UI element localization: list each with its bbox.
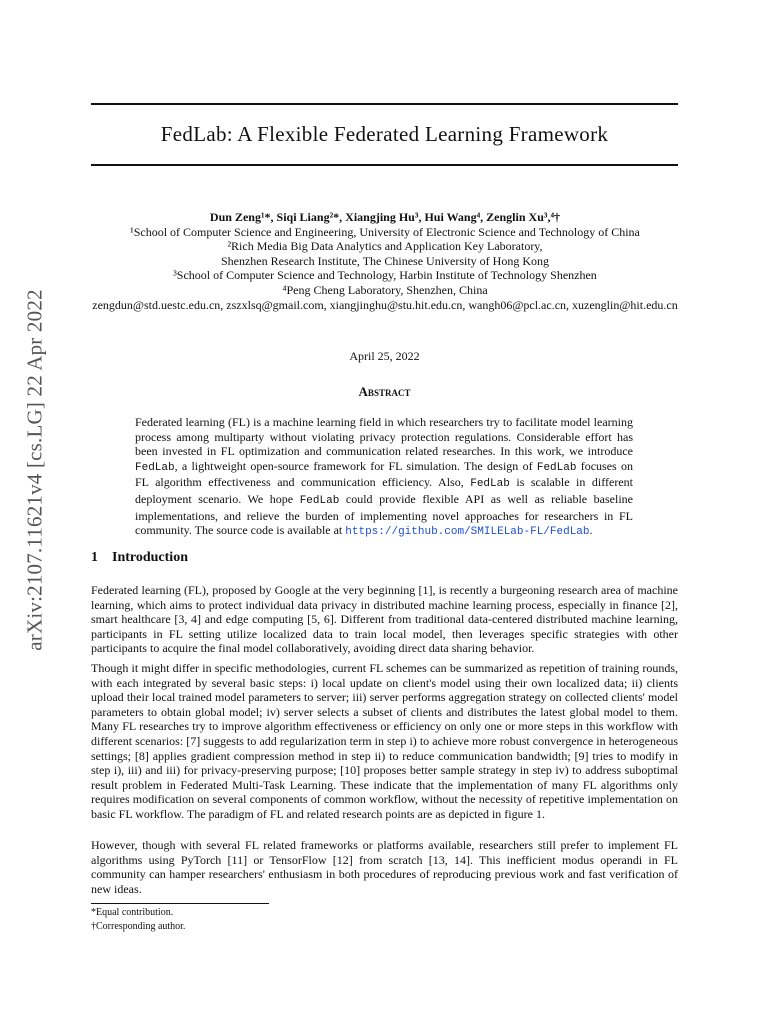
affiliation-4: ⁴Peng Cheng Laboratory, Shenzhen, China bbox=[282, 282, 488, 297]
author-emails: zengdun@std.uestc.edu.cn, zszxlsq@gmail.com, xiangjinghu@stu.hit.edu.cn, wangh06@pcl.ac.cn, xuzenglin@hit.edu.cn bbox=[92, 297, 678, 312]
affiliation-2a: ²Rich Media Big Data Analytics and Application Key Laboratory, bbox=[227, 239, 543, 254]
affiliation-1: ¹School of Computer Science and Engineering, University of Electronic Science and Technology of China bbox=[130, 224, 640, 239]
code-fedlab: FedLab bbox=[536, 461, 577, 474]
code-fedlab: FedLab bbox=[299, 494, 340, 507]
intro-paragraph-3: However, though with several FL related frameworks or platforms available, researchers still prefer to implement FL algorithms using PyTorch [11] or TensorFlow [12] from scratch [13, 14]. This inefficient modus operandi in FL community can hamper researchers' enthusiasm in both procedures of reproducing previous work and fast verification of new ideas. bbox=[91, 838, 678, 896]
abstract-text: focuses on FL algorithm effectiveness and communication efficiency. Also, bbox=[135, 458, 633, 490]
abstract-text: , a lightweight open-source framework for FL simulation. The design of bbox=[174, 458, 537, 473]
footnote-rule bbox=[91, 903, 269, 904]
footnote-2: †Corresponding author. bbox=[91, 921, 186, 932]
affiliation-3: ³School of Computer Science and Technology, Harbin Institute of Technology Shenzhen bbox=[173, 268, 597, 283]
code-fedlab: FedLab bbox=[470, 478, 510, 491]
paper-date: April 25, 2022 bbox=[349, 349, 420, 363]
intro-paragraph-1: Federated learning (FL), proposed by Google at the very beginning [1], is recently a burgeoning research area of machine learning, which aims to protect individual data privacy in distributed machine learning process, especially in finance [2], smart healthcare [3, 4] and edge computing [5, 6]. Different from traditional data-centered distributed machine learning, participants in FL setting utilize localized data to train local model, then leverages specific strategies with other participants to acquire the final model collaboratively, avoiding direct data sharing behavior. bbox=[91, 583, 678, 656]
source-code-link[interactable]: https://github.com/SMILELab-FL/FedLab bbox=[345, 526, 590, 539]
abstract-text: is scalable in different deployment scenario. We hope bbox=[135, 475, 633, 506]
arxiv-sidebar bbox=[20, 270, 50, 670]
abstract-body bbox=[135, 415, 633, 540]
arxiv-id: arXiv:2107.11621v4 [cs.LG] 22 Apr 2022 bbox=[22, 289, 47, 651]
author-block bbox=[80, 210, 690, 312]
footnote-1: *Equal contribution. bbox=[91, 907, 174, 918]
abstract-heading: Abstract bbox=[358, 384, 411, 399]
title-rule-bottom bbox=[91, 164, 678, 166]
paper-title: FedLab: A Flexible Federated Learning Framework bbox=[160, 122, 609, 146]
section-heading bbox=[91, 550, 202, 566]
title-rule-top bbox=[91, 103, 678, 105]
intro-paragraph-2: Though it might differ in specific methodologies, current FL schemes can be summarized as repetition of training rounds, with each integrated by several basic steps: i) local update on client's model using their own localized data; ii) clients upload their local trained model parameters to server; iii) server performs aggregation strategy on collected clients' model parameters to obtain global model; iv) server selects a subset of clients and distributes the latest global model to them. Many FL researches try to improve algorithm effectiveness or efficiency on only one or more steps in this workflow with different scenarios: [7] suggests to add regularization term in step i) to achieve more robust convergence in heterogeneous settings; [8] applies gradient compression method in step ii) to reduce communication bandwidth; [9] tries to modify in step i), iii) and iii) for privacy-preserving purpose; [10] proposes better sample strategy in step iv) to address suboptimal result problem in Federated Multi-Task Learning. These indicate that the implementation of many FL algorithms only requires modification on several components of common workflow, without the necessity of repetitive implementation on basic FL workflow. The paradigm of FL and related research points are as depicted in figure 1. bbox=[91, 661, 678, 821]
section-number: 1 bbox=[91, 550, 98, 565]
code-fedlab: FedLab bbox=[135, 461, 175, 474]
section-title: Introduction bbox=[112, 550, 188, 565]
abstract-text: . bbox=[589, 523, 593, 538]
abstract-text: Federated learning (FL) is a machine learning field in which researchers try to facilitate model learning process among multiparty without violating privacy protection regulations. Considerable effort has been invested in FL optimization and communication related researches. In this work, we introduce bbox=[135, 415, 633, 459]
affiliation-2b: Shenzhen Research Institute, The Chinese University of Hong Kong bbox=[220, 253, 550, 268]
author-names: Dun Zeng¹*, Siqi Liang²*, Xiangjing Hu³, Hui Wang⁴, Zenglin Xu³,⁴† bbox=[209, 210, 561, 224]
abstract-text: could provide flexible API as well as reliable baseline implementations, and relieve the burden of implementing novel approaches for researchers in FL community. The source code is available at bbox=[135, 491, 633, 538]
